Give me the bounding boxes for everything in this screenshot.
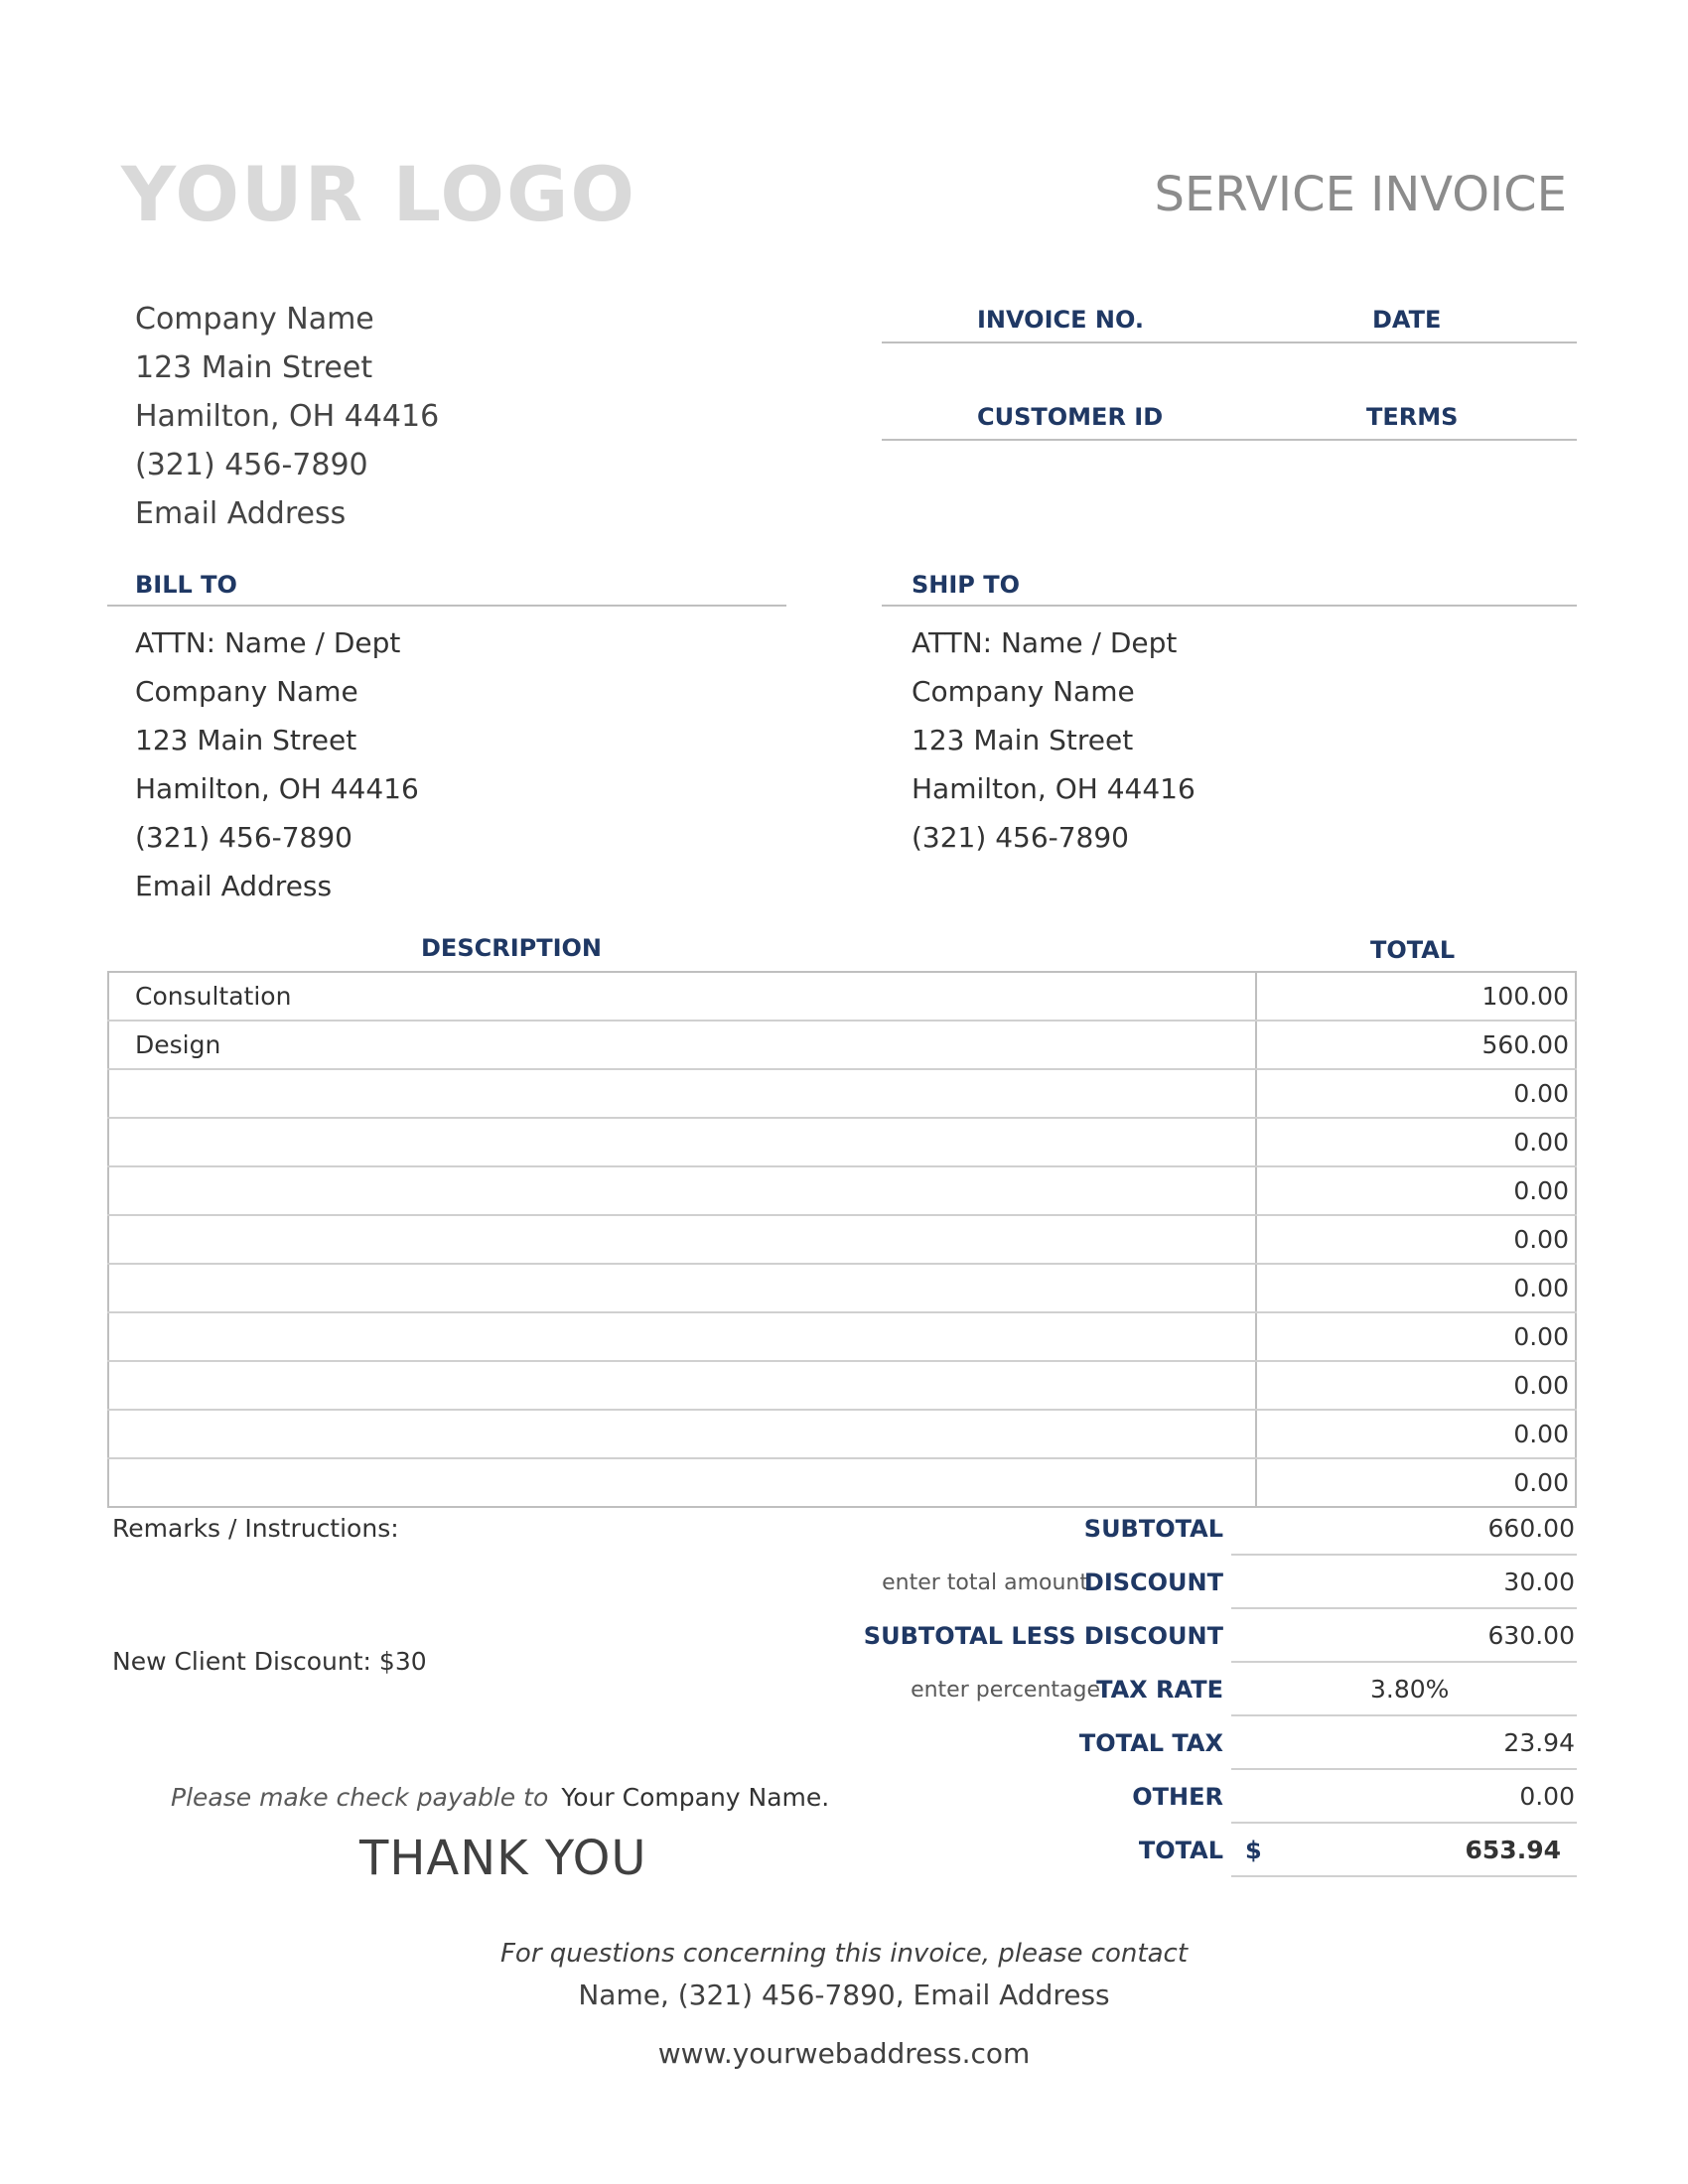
customer-id-label: CUSTOMER ID — [977, 403, 1164, 431]
other-label: OTHER — [1132, 1783, 1223, 1811]
item-description[interactable] — [108, 1118, 1256, 1166]
bill-to-street: 123 Main Street — [135, 724, 357, 756]
divider — [1231, 1822, 1577, 1824]
table-row — [108, 1410, 1576, 1458]
payable-to-text: Please make check payable to — [171, 1783, 549, 1812]
other-value[interactable]: 0.00 — [1519, 1782, 1575, 1811]
footer-questions: For questions concerning this invoice, please contact — [499, 1939, 1189, 1969]
divider — [882, 341, 1577, 343]
divider — [882, 605, 1577, 607]
thank-you-text: THANK YOU — [359, 1831, 647, 1886]
item-total[interactable]: 0.00 — [1256, 1410, 1576, 1458]
item-total[interactable]: 0.00 — [1256, 1118, 1576, 1166]
ship-to-company: Company Name — [912, 675, 1135, 708]
ship-to-street: 123 Main Street — [912, 724, 1134, 756]
total-header: TOTAL — [1370, 936, 1456, 964]
invoice-no-label: INVOICE NO. — [977, 306, 1144, 334]
item-total[interactable]: 0.00 — [1256, 1264, 1576, 1312]
item-description[interactable] — [108, 1361, 1256, 1410]
discount-value[interactable]: 30.00 — [1503, 1568, 1575, 1596]
subtotal-label: SUBTOTAL — [1083, 1515, 1223, 1543]
footer-contact: Name, (321) 456-7890, Email Address — [578, 1979, 1110, 2011]
payee-name: Your Company Name. — [561, 1783, 830, 1812]
remarks-note[interactable]: New Client Discount: $30 — [112, 1647, 427, 1676]
total-tax-value: 23.94 — [1503, 1728, 1575, 1757]
table-row — [108, 1312, 1576, 1361]
bill-to-company: Company Name — [135, 675, 358, 708]
table-row — [108, 1458, 1576, 1507]
line-items-table — [107, 971, 1577, 1508]
subtotal-less-discount-value: 630.00 — [1487, 1621, 1575, 1650]
item-description[interactable] — [108, 1069, 1256, 1118]
discount-hint: enter total amount — [882, 1570, 1088, 1595]
item-description[interactable] — [108, 1215, 1256, 1264]
divider — [1231, 1554, 1577, 1556]
company-city: Hamilton, OH 44416 — [135, 399, 440, 434]
tax-rate-label: TAX RATE — [1096, 1676, 1223, 1704]
subtotal-value: 660.00 — [1487, 1514, 1575, 1543]
table-row — [108, 1264, 1576, 1312]
item-total[interactable]: 560.00 — [1256, 1021, 1576, 1069]
item-total[interactable]: 0.00 — [1513, 1468, 1569, 1497]
table-row — [108, 1021, 1576, 1069]
discount-label: DISCOUNT — [1083, 1569, 1223, 1596]
item-description[interactable]: Design — [108, 1021, 1256, 1069]
ship-to-label: SHIP TO — [912, 571, 1021, 599]
table-row — [108, 1166, 1576, 1215]
item-description[interactable] — [108, 1458, 1256, 1507]
payment-note — [171, 1785, 829, 1810]
description-header: DESCRIPTION — [421, 934, 603, 962]
item-description[interactable] — [108, 1312, 1256, 1361]
company-email: Email Address — [135, 496, 347, 531]
company-logo: YOUR LOGO — [121, 150, 636, 238]
currency-symbol: $ — [1245, 1837, 1262, 1864]
table-row — [108, 1069, 1576, 1118]
item-total[interactable]: 0.00 — [1256, 1361, 1576, 1410]
terms-label: TERMS — [1366, 403, 1459, 431]
grand-total-value: 653.94 — [1465, 1836, 1561, 1864]
divider — [1231, 1607, 1577, 1609]
bill-to-phone: (321) 456-7890 — [135, 821, 352, 854]
divider — [1231, 1714, 1577, 1716]
item-description[interactable]: Consultation — [108, 972, 1256, 1021]
item-total[interactable]: 0.00 — [1256, 1166, 1576, 1215]
ship-to-phone: (321) 456-7890 — [912, 821, 1129, 854]
grand-total-label: TOTAL — [1138, 1837, 1223, 1864]
item-total[interactable]: 0.00 — [1256, 1312, 1576, 1361]
tax-rate-value[interactable]: 3.80% — [1370, 1675, 1450, 1704]
footer-website[interactable]: www.yourwebaddress.com — [657, 2037, 1031, 2070]
item-description[interactable] — [108, 1166, 1256, 1215]
company-street: 123 Main Street — [135, 350, 373, 385]
bill-to-label: BILL TO — [135, 571, 237, 599]
ship-to-city: Hamilton, OH 44416 — [912, 772, 1196, 805]
divider — [1231, 1875, 1577, 1877]
item-description[interactable] — [108, 1264, 1256, 1312]
bill-to-email: Email Address — [135, 870, 333, 902]
divider — [1231, 1661, 1577, 1663]
total-tax-label: TOTAL TAX — [1078, 1729, 1223, 1757]
company-name: Company Name — [135, 302, 374, 337]
table-row — [108, 1215, 1576, 1264]
table-row — [108, 1118, 1576, 1166]
remarks-label: Remarks / Instructions: — [112, 1514, 399, 1543]
divider — [107, 605, 786, 607]
date-label: DATE — [1372, 306, 1442, 334]
item-total[interactable]: 0.00 — [1256, 1069, 1576, 1118]
item-total[interactable]: 100.00 — [1256, 972, 1576, 1021]
item-description[interactable] — [108, 1410, 1256, 1458]
divider — [882, 439, 1577, 441]
tax-rate-hint: enter percentage — [911, 1678, 1100, 1703]
bill-to-city: Hamilton, OH 44416 — [135, 772, 419, 805]
ship-to-attn: ATTN: Name / Dept — [912, 626, 1178, 659]
invoice-title: SERVICE INVOICE — [1154, 167, 1567, 222]
item-total[interactable]: 0.00 — [1256, 1215, 1576, 1264]
divider — [1231, 1768, 1577, 1770]
company-phone: (321) 456-7890 — [135, 448, 368, 482]
bill-to-attn: ATTN: Name / Dept — [135, 626, 401, 659]
subtotal-less-discount-label: SUBTOTAL LESS DISCOUNT — [863, 1622, 1223, 1650]
table-row — [108, 1361, 1576, 1410]
table-row — [108, 972, 1576, 1021]
